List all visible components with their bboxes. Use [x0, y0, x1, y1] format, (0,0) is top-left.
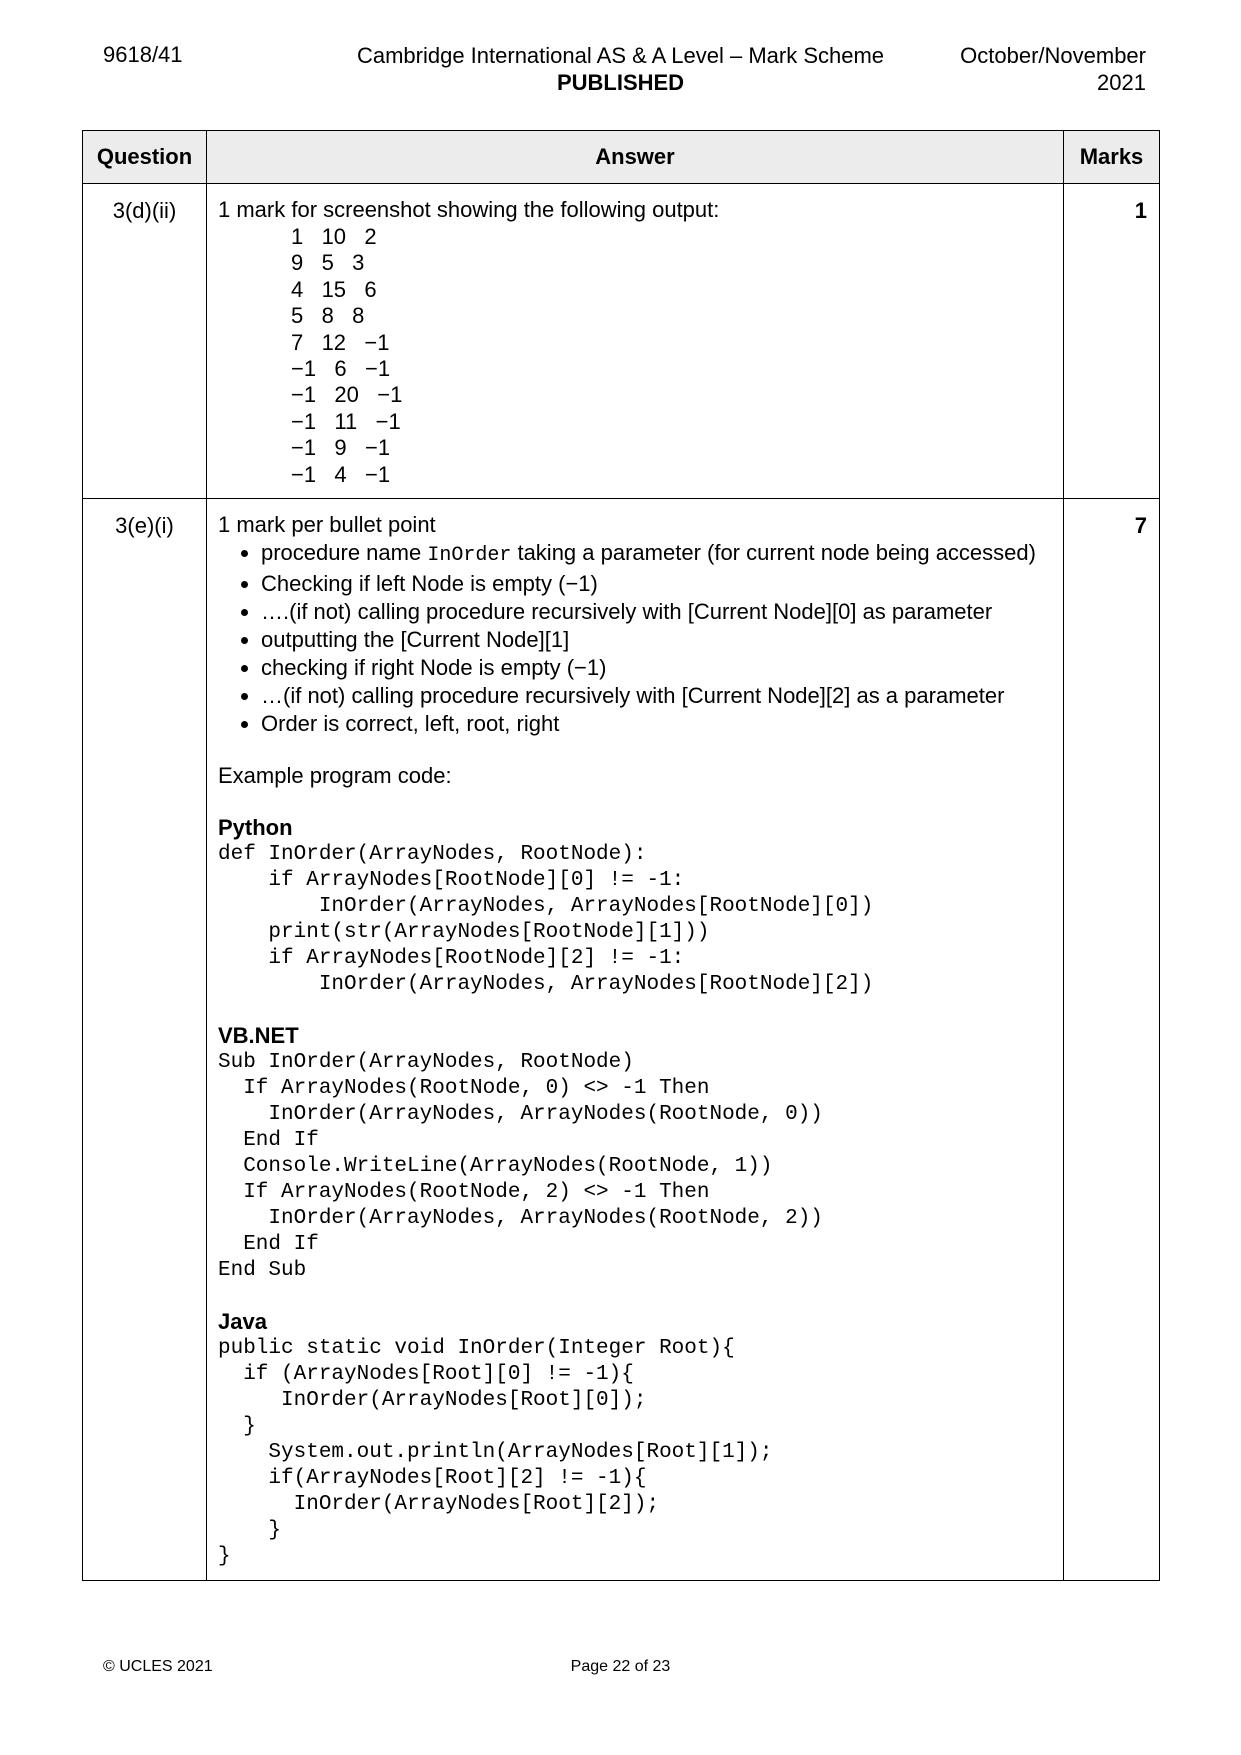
exam-session-line2: 2021	[1097, 70, 1146, 95]
page-header	[0, 42, 1241, 102]
published-label: PUBLISHED	[556, 70, 685, 95]
question-column-header: Question	[83, 131, 207, 184]
output-line: 9 5 3	[291, 250, 365, 276]
list-item: • checking if right Node is empty (−1)	[261, 654, 1053, 682]
python-heading: Python	[218, 815, 293, 841]
answer-cell	[207, 499, 1064, 1581]
exam-session-line1: October/November	[960, 43, 1146, 68]
marks-value: 7	[1064, 499, 1160, 1581]
java-heading: Java	[218, 1309, 267, 1335]
expected-output	[218, 224, 1053, 488]
output-line: 5 8 8	[291, 303, 365, 329]
list-item: • Order is correct, left, root, right	[261, 710, 1053, 738]
question-number: 3(d)(ii)	[83, 184, 207, 499]
output-line: 1 10 2	[291, 224, 377, 249]
output-line: 7 12 −1	[291, 329, 390, 355]
table-row	[83, 184, 1160, 499]
page-number: Page 22 of 23	[570, 1658, 671, 1675]
document-title: Cambridge International AS & A Level – Mark Scheme	[356, 43, 885, 68]
inline-code: InOrder	[427, 544, 512, 568]
answer-intro: 1 mark for screenshot showing the following output:	[218, 197, 720, 222]
output-line: −1 4 −1	[291, 461, 391, 487]
bullet-text: taking a parameter (for current node being accessed)	[511, 540, 1036, 566]
vbnet-code-block: Sub InOrder(ArrayNodes, RootNode) If ArrayNodes(RootNode, 0) <> -1 Then InOrder(ArrayNodes, ArrayNodes(RootNode, 0)) End If Console.WriteLine(ArrayNodes(RootNode, 1)) If ArrayNodes(RootNode, 2) <> -1 Then InOrder(ArrayNodes, ArrayNodes(RootNode, 2)) End If End Sub	[218, 1051, 823, 1283]
exam-session	[960, 42, 1146, 96]
paper-code: 9618/41	[103, 42, 183, 67]
output-line: −1 11 −1	[291, 408, 401, 434]
list-item	[261, 539, 1053, 570]
list-item: • ….(if not) calling procedure recursively with [Current Node][0] as parameter	[261, 598, 1053, 626]
copyright-notice: © UCLES 2021	[103, 1658, 213, 1675]
question-number: 3(e)(i)	[83, 499, 207, 1581]
marks-value: 1	[1064, 184, 1160, 499]
output-line: −1 6 −1	[291, 356, 391, 382]
python-code-block: def InOrder(ArrayNodes, RootNode): if ArrayNodes[RootNode][0] != -1: InOrder(ArrayNodes, ArrayNodes[RootNode][0]) print(str(ArrayNodes[RootNode][1])) if ArrayNodes[RootNode][2] != -1: InOrder(ArrayNodes, ArrayNodes[RootNode][2])	[218, 843, 874, 997]
table-header-row	[83, 131, 1160, 184]
answer-intro: 1 mark per bullet point	[218, 512, 436, 538]
mark-scheme-table	[82, 130, 1160, 1581]
list-item: • …(if not) calling procedure recursively with [Current Node][2] as a parameter	[261, 682, 1053, 710]
table-row	[83, 499, 1160, 1581]
vbnet-heading: VB.NET	[218, 1023, 299, 1049]
list-item: • Checking if left Node is empty (−1)	[261, 570, 1053, 598]
output-line: −1 20 −1	[291, 382, 403, 408]
bullet-text: procedure name	[261, 540, 428, 566]
output-line: −1 9 −1	[291, 435, 391, 461]
list-item: • outputting the [Current Node][1]	[261, 626, 1053, 654]
java-code-block: public static void InOrder(Integer Root){ if (ArrayNodes[Root][0] != -1){ InOrder(ArrayNodes[Root][0]); } System.out.println(ArrayNodes[Root][1]); if(ArrayNodes[Root][2] != -1){ InOrder(ArrayNodes[Root][2]); } }	[218, 1337, 773, 1569]
example-label: Example program code:	[218, 763, 452, 789]
answer-cell	[207, 184, 1064, 499]
marking-points-list	[218, 539, 1053, 738]
answer-column-header: Answer	[207, 131, 1064, 184]
marks-column-header: Marks	[1064, 131, 1160, 184]
output-line: 4 15 6	[291, 276, 377, 302]
